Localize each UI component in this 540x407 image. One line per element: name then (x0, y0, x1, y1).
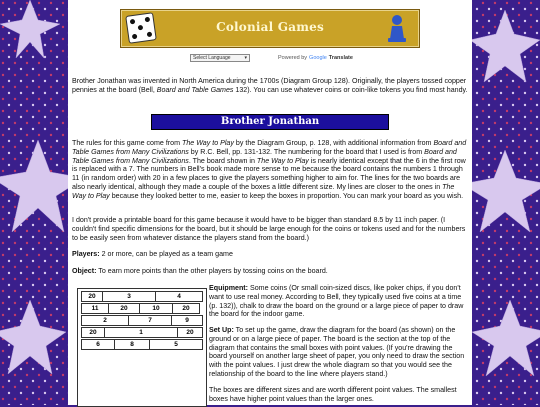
board-box: 11 (81, 303, 109, 314)
object-line: Object: To earn more points than the other players by tossing coins on the board. (72, 267, 328, 275)
board-row (81, 315, 203, 326)
site-title: Colonial Games (216, 20, 324, 34)
setup-paragraph: Set Up: To set up the game, draw the diagram for the board (as shown) on the ground or on a large piece of paper. The board is the section at the top of the diagram that contains the small boxes with point values. (If you're drawing the board yourself on another large sheet of paper, you only need to draw the section with the point values. I just drew the whole diagram so that you would see the relationship of the board to the line where players stand.) (209, 326, 465, 378)
google-translate-credit[interactable]: Powered by Google Translate (278, 55, 353, 61)
board-box: 3 (102, 291, 156, 302)
board-box: 8 (114, 339, 150, 350)
players-line: Players: 2 or more, can be played as a team game (72, 250, 233, 258)
board-box: 20 (81, 327, 105, 338)
board-box: 10 (139, 303, 173, 314)
boxes-paragraph: The boxes are different sizes and are worth different point values. The smallest boxes have higher point values than the larger ones. (209, 386, 457, 403)
pawn-icon (385, 13, 409, 43)
section-heading: Brother Jonathan (151, 114, 389, 130)
board-box: 1 (104, 327, 178, 338)
dropdown-arrow-icon: ▾ (244, 55, 247, 61)
board-box: 9 (171, 315, 203, 326)
board-row (81, 327, 203, 338)
board-box: 20 (177, 327, 203, 338)
language-select[interactable]: Select Language ▾ (190, 54, 250, 62)
board-box: 7 (128, 315, 172, 326)
board-box: 5 (149, 339, 203, 350)
language-bar (190, 54, 353, 62)
board-box: 4 (155, 291, 203, 302)
board-box: 20 (108, 303, 140, 314)
board-row (81, 291, 203, 302)
content-page (68, 0, 472, 405)
board-row (81, 339, 203, 350)
board-box: 20 (81, 291, 103, 302)
site-banner[interactable] (120, 9, 420, 48)
equipment-paragraph: Equipment: Some coins (Or small coin-sized discs, like poker chips, if you don't want to use real money. According to Bell, they typically used five coins at a time (p. 132)), chalk to draw the board on the ground or a large piece of paper to draw the board for the indoor game. (209, 284, 464, 319)
printable-note-paragraph: I don't provide a printable board for this game because it would have to be bigger than standard 8.5 by 11 inch paper. (I couldn't find specific dimensions for the board, but it should be large enough for the coins or tokens used and for the numbers to be easily seen from whatever distance the players stand from the board.) (72, 216, 466, 242)
rules-source-paragraph: The rules for this game come from The Way to Play by the Diagram Group, p. 128, with additional information from Board and Table Games from Many Civilizations by R.C. Bell, pp. 131-132. The numbering for the board that I used is from Board and Table Games from Many Civilizations. The board shown in The Way to Play is nearly identical except that the 6 in the first row is replaced with a 7. The numbers in Bell's book made more sense to me because the board contains the numbers 1 through 11 (in random order) with 20 in a few places to give the players something higher to aim for. The lines for the two boards are also nearly identical, although they made a couple of the boxes a little different size. My lines are closer to the ones in The Way to Play because they looked better to me, easier to keep the boxes in proportion. You can mark your board as you wish. (72, 139, 467, 200)
intro-paragraph: Brother Jonathan was invented in North America during the 1700s (Diagram Group 128). Originally, the players tossed copper pennies at the board (Bell, Board and Table Games 132). You can use whatever coins or coin-like tokens you find most handy. (72, 77, 468, 94)
board-row (81, 303, 203, 314)
board-box: 2 (81, 315, 129, 326)
game-board-diagram (77, 288, 207, 407)
board-box: 20 (172, 303, 200, 314)
board-box: 6 (81, 339, 115, 350)
